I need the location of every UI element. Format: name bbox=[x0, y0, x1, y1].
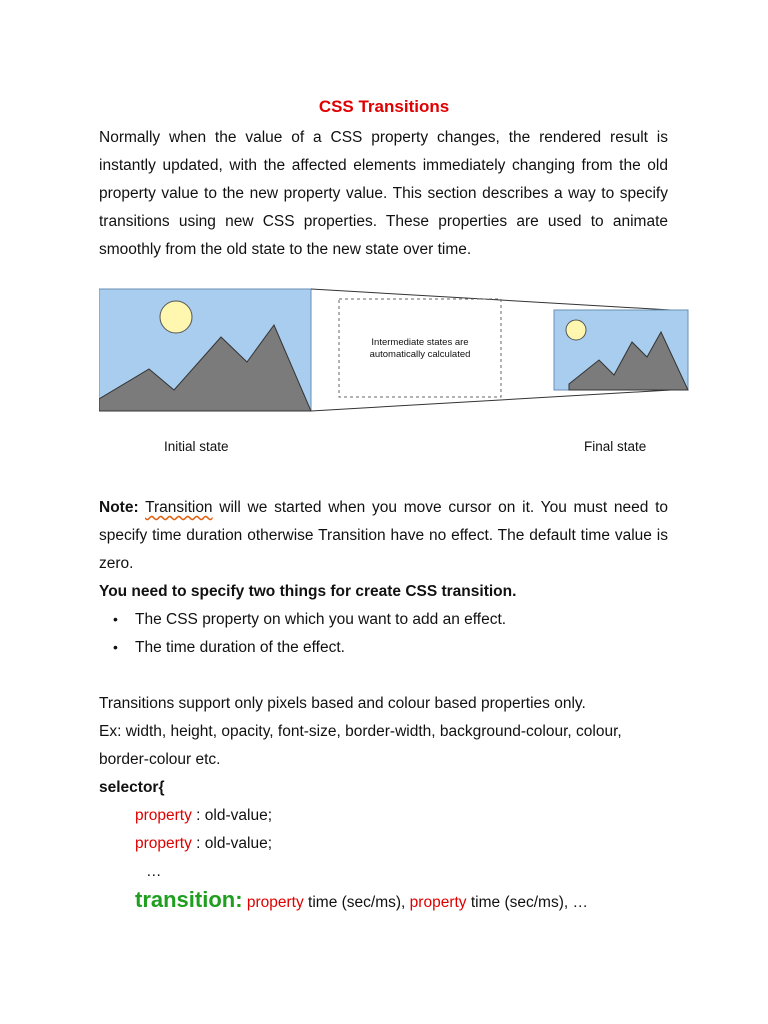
transition-line bbox=[135, 886, 588, 917]
note-text: will we started when you move cursor on it. You must need to specify time duration otherwise Transition have no effect. The default time value is zero. bbox=[99, 499, 669, 572]
code-property: property bbox=[135, 807, 192, 824]
transition-time-2: time (sec/ms), … bbox=[466, 894, 588, 911]
intro-paragraph: Normally when the value of a CSS property changes, the rendered result is instantly updated, with the affected elements immediately changing from the old property value to the new property value. This section describes a way to specify transitions using new CSS properties. These properties are used to animate smoothly from the old state to the new state over time. bbox=[99, 129, 668, 258]
transition-figure bbox=[99, 287, 689, 462]
support-line-3: border-colour etc. bbox=[99, 751, 221, 768]
bullet-marker: • bbox=[113, 639, 118, 655]
note-paragraph bbox=[99, 494, 668, 578]
intermediate-text-2: automatically calculated bbox=[369, 349, 471, 360]
code-line bbox=[135, 802, 272, 830]
transition-time-1: time (sec/ms), bbox=[303, 894, 410, 911]
note-word: Transition bbox=[145, 499, 213, 516]
code-ellipsis: … bbox=[146, 863, 162, 880]
intermediate-text-1: Intermediate states are bbox=[371, 337, 469, 348]
bullet-marker: • bbox=[113, 611, 118, 627]
code-value: : old-value; bbox=[191, 807, 273, 824]
initial-sun bbox=[160, 301, 192, 333]
funnel-top bbox=[311, 289, 688, 311]
initial-state-label: Initial state bbox=[164, 439, 229, 454]
requirements-heading: You need to specify two things for create CSS transition. bbox=[99, 583, 517, 600]
funnel-bottom bbox=[311, 389, 688, 411]
support-line-1: Transitions support only pixels based and colour based properties only. bbox=[99, 695, 586, 712]
final-state-label: Final state bbox=[584, 439, 647, 454]
code-line bbox=[135, 830, 272, 858]
code-value: : old-value; bbox=[191, 835, 273, 852]
final-sun bbox=[566, 320, 586, 340]
note-label: Note: bbox=[99, 499, 139, 516]
transition-property-2: property bbox=[409, 894, 467, 911]
bullet-item: The time duration of the effect. bbox=[135, 639, 345, 656]
code-selector: selector{ bbox=[99, 779, 165, 796]
page-title: CSS Transitions bbox=[318, 97, 450, 116]
support-line-2: Ex: width, height, opacity, font-size, border-width, background-colour, colour, bbox=[99, 723, 622, 740]
bullet-item: The CSS property on which you want to add an effect. bbox=[135, 611, 507, 628]
code-property: property bbox=[135, 835, 192, 852]
transition-keyword: transition: bbox=[135, 887, 243, 912]
transition-property-1: property bbox=[246, 894, 304, 911]
transition-diagram bbox=[99, 287, 689, 462]
